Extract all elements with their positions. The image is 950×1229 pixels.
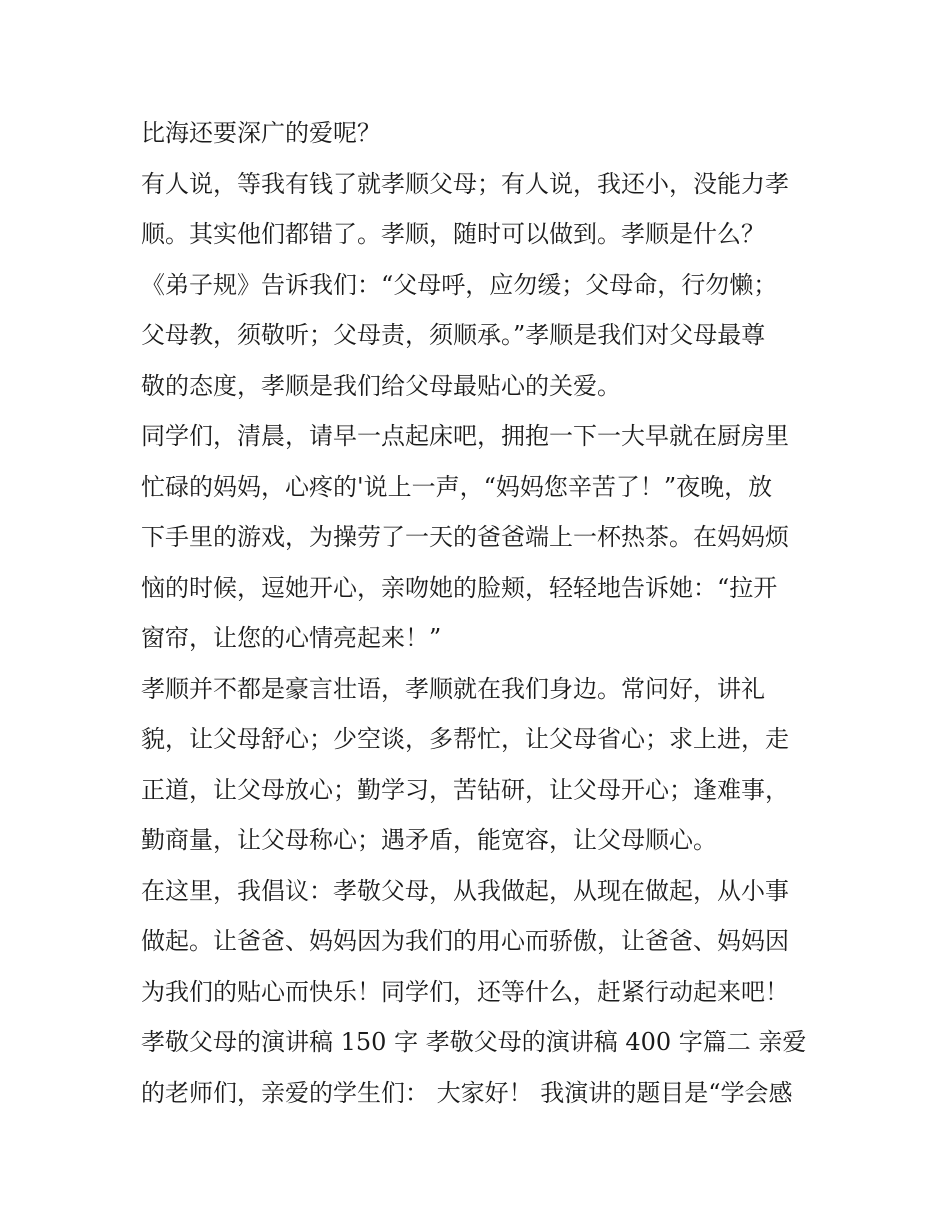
text-line: 顺。其实他们都错了。孝顺，随时可以做到。孝顺是什么？ — [141, 220, 765, 248]
text-line: 有人说，等我有钱了就孝顺父母；有人说，我还小，没能力孝 — [141, 169, 789, 198]
text-line: 的老师们，亲爱的学生们： 大家好！ 我演讲的题目是“学会感 — [141, 1078, 793, 1107]
text-line: 敬的态度，孝顺是我们给父母最贴心的关爱。 — [141, 371, 621, 400]
text-line: 孝顺并不都是豪言壮语，孝顺就在我们身边。常问好，讲礼 — [141, 674, 765, 703]
text-line: 恼的时候，逗她开心，亲吻她的脸颊，轻轻地告诉她：“拉开 — [141, 573, 778, 602]
text-line: 貌，让父母舒心；少空谈，多帮忙，让父母省心；求上进，走 — [141, 725, 789, 753]
text-line: 父母教，须敬听；父母责，须顺承。”孝顺是我们对父母最尊 — [141, 321, 766, 349]
text-line: 忙碌的妈妈，心疼的'说上一声，“妈妈您辛苦了！”夜晚，放 — [141, 472, 773, 501]
document-body — [141, 108, 821, 1118]
text-line: 勤商量，让父母称心；遇矛盾，能宽容，让父母顺心。 — [141, 826, 717, 854]
text-line: 在这里，我倡议：孝敬父母，从我做起，从现在做起，从小事 — [141, 876, 789, 905]
text-line: 正道，让父母放心；勤学习，苦钻研，让父母开心；逢难事， — [141, 775, 789, 804]
text-line: 做起。让爸爸、妈妈因为我们的用心而骄傲，让爸爸、妈妈因 — [141, 927, 789, 955]
text-line: 《弟子规》告诉我们：“父母呼，应勿缓；父母命，行勿懒； — [141, 270, 778, 299]
text-line: 窗帘，让您的心情亮起来！” — [141, 624, 442, 652]
text-line: 孝敬父母的演讲稿 150 字 孝敬父母的演讲稿 400 字篇二 亲爱 — [141, 1028, 807, 1056]
text-line: 同学们，清晨，请早一点起床吧，拥抱一下一大早就在厨房里 — [141, 422, 789, 450]
text-line: 为我们的贴心而快乐！同学们，还等什么，赶紧行动起来吧！ — [141, 977, 789, 1006]
text-line: 比海还要深广的爱呢？ — [141, 119, 381, 147]
text-line: 下手里的游戏，为操劳了一天的爸爸端上一杯热茶。在妈妈烦 — [141, 523, 789, 551]
